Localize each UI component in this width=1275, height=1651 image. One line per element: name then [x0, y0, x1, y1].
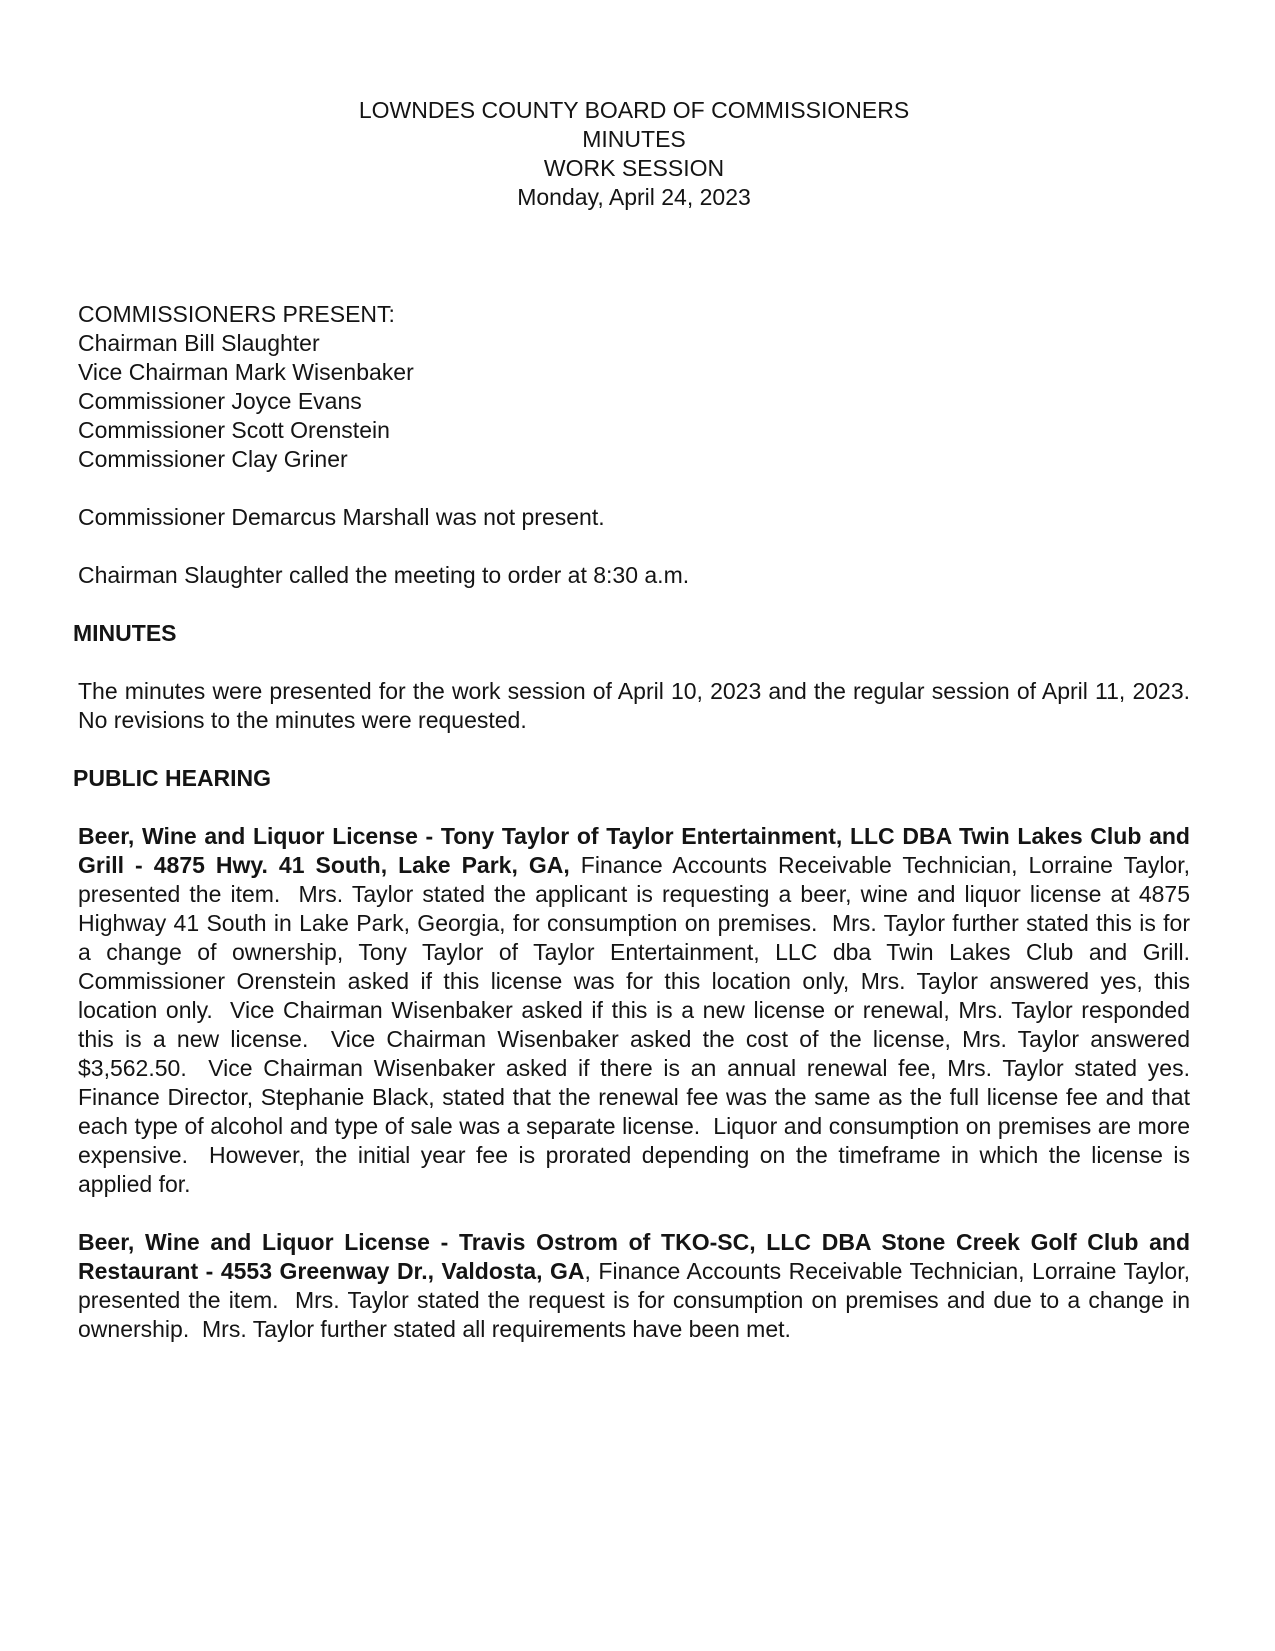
hearing-item-stone-creek-body: , Finance Accounts Receivable Technician, Lorraine Taylor, presented the item. Mrs. Taylor stated the request is for consumption on premises and due to a change in ownership. Mrs. Taylor further stated all requirements have been met. [78, 1258, 1197, 1342]
public-hearing-section [73, 764, 1203, 1344]
document-content [73, 96, 1203, 1344]
hearing-item-stone-creek-title: Beer, Wine and Liquor License - Travis Ostrom of TKO-SC, LLC DBA Stone Creek Golf Club and Restaurant - 4553 Greenway Dr., Valdosta, GA [78, 1229, 1197, 1284]
absent-note: Commissioner Demarcus Marshall was not present. [78, 504, 605, 530]
hearing-item-twin-lakes [78, 822, 1203, 1199]
commissioners-present-label: COMMISSIONERS PRESENT: [78, 301, 395, 327]
minutes-paragraph: The minutes were presented for the work session of April 10, 2023 and the regular session of April 11, 2023. No revisions to the minutes were requested. [78, 678, 1203, 733]
public-hearing-heading: PUBLIC HEARING [73, 765, 272, 791]
meeting-date: Monday, April 24, 2023 [517, 184, 751, 210]
session-type-title: WORK SESSION [543, 155, 725, 181]
hearing-item-twin-lakes-body: Finance Accounts Receivable Technician, Lorraine Taylor, presented the item. Mrs. Taylor stated the applicant is requesting a beer, wine and liquor license at 4875 Highway 41 South in Lake Park, Georgia, for consumption on premises. Mrs. Taylor further stated this is for a change of ownership, Tony Taylor of Taylor Entertainment, LLC dba Twin Lakes Club and Grill. Commissioner Orenstein asked if this license was for this location only, Mrs. Taylor answered yes, this location only. Vice Chairman Wisenbaker asked if this is a new license or renewal, Mrs. Taylor responded this is a new license. Vice Chairman Wisenbaker asked the cost of the license, Mrs. Taylor answered $3,562.50. Vice Chairman Wisenbaker asked if there is an annual renewal fee, Mrs. Taylor stated yes. Finance Director, Stephanie Black, stated that the renewal fee was the same as the full license fee and that each type of alcohol and type of sale was a separate license. Liquor and consumption on premises are more expensive. However, the initial year fee is prorated depending on the timeframe in which the license is applied for. [78, 852, 1203, 1197]
attendance-section [78, 300, 1190, 590]
commissioner-name: Chairman Bill Slaughter [78, 330, 320, 356]
commissioner-name: Vice Chairman Mark Wisenbaker [78, 359, 414, 385]
commissioner-name: Commissioner Clay Griner [78, 446, 348, 472]
minutes-heading: MINUTES [73, 620, 177, 646]
call-to-order-note: Chairman Slaughter called the meeting to order at 8:30 a.m. [78, 562, 690, 588]
org-title: LOWNDES COUNTY BOARD OF COMMISSIONERS [358, 97, 910, 123]
document-header [78, 96, 1190, 212]
minutes-section [73, 619, 1203, 735]
doc-type-title: MINUTES [582, 126, 686, 152]
commissioner-name: Commissioner Scott Orenstein [78, 417, 390, 443]
hearing-item-stone-creek [78, 1228, 1197, 1344]
commissioner-name: Commissioner Joyce Evans [78, 388, 362, 414]
hearing-item-twin-lakes-title: Beer, Wine and Liquor License - Tony Taylor of Taylor Entertainment, LLC DBA Twin Lakes Club and Grill - 4875 Hwy. 41 South, Lake Park, GA, [78, 823, 1197, 878]
